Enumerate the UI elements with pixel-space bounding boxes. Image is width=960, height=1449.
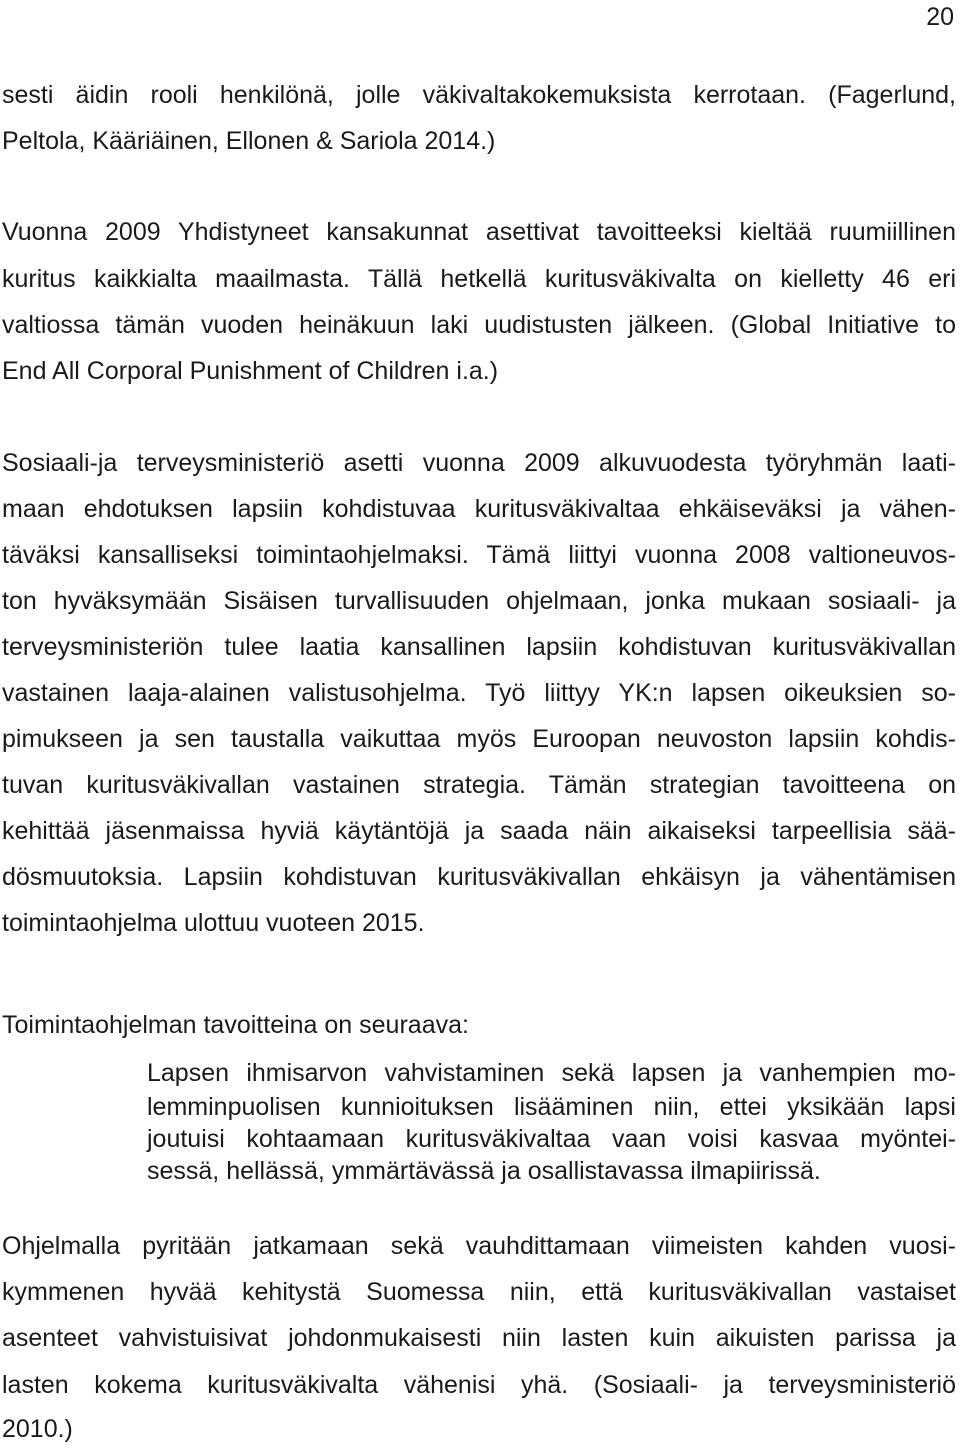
text-line: valtiossa tämän vuoden heinäkuun laki uudistusten jälkeen. (Global Initiative to xyxy=(2,311,956,339)
text-line: Sosiaali-ja terveysministeriö asetti vuonna 2009 alkuvuodesta työryhmän laati- xyxy=(2,449,956,477)
text-line: toimintaohjelma ulottuu vuoteen 2015. xyxy=(2,909,425,937)
text-line: lasten kokema kuritusväkivalta vähenisi yhä. (Sosiaali- ja terveysministeriö xyxy=(2,1371,956,1399)
text-line: 2010.) xyxy=(2,1415,73,1443)
text-line: End All Corporal Punishment of Children i.a.) xyxy=(2,357,499,385)
text-line: maan ehdotuksen lapsiin kohdistuvaa kuritusväkivaltaa ehkäiseväksi ja vähen- xyxy=(2,495,956,523)
text-line: Lapsen ihmisarvon vahvistaminen sekä lapsen ja vanhempien mo- xyxy=(147,1059,956,1087)
text-line: Peltola, Kääriäinen, Ellonen & Sariola 2014.) xyxy=(2,127,496,155)
text-line: vastainen laaja-alainen valistusohjelma. Työ liittyy YK:n lapsen oikeuksien so- xyxy=(2,679,956,707)
text-line: sesti äidin rooli henkilönä, jolle väkivaltakokemuksista kerrotaan. (Fagerlund, xyxy=(2,81,956,109)
text-line: täväksi kansalliseksi toimintaohjelmaksi. Tämä liittyi vuonna 2008 valtioneuvos- xyxy=(2,541,956,569)
text-line: kuritus kaikkialta maailmasta. Tällä hetkellä kuritusväkivalta on kielletty 46 eri xyxy=(2,265,956,293)
text-line: asenteet vahvistuisivat johdonmukaisesti niin lasten kuin aikuisten parissa ja xyxy=(2,1324,956,1352)
text-line: tuvan kuritusväkivallan vastainen strategia. Tämän strategian tavoitteena on xyxy=(2,771,956,799)
text-line: pimukseen ja sen taustalla vaikuttaa myös Euroopan neuvoston lapsiin kohdis- xyxy=(2,725,956,753)
text-line: terveysministeriön tulee laatia kansallinen lapsiin kohdistuvan kuritusväkivallan xyxy=(2,633,956,661)
text-line: sessä, hellässä, ymmärtävässä ja osallistavassa ilmapiirissä. xyxy=(147,1157,821,1185)
text-line: dösmuutoksia. Lapsiin kohdistuvan kuritusväkivallan ehkäisyn ja vähentämisen xyxy=(2,863,956,891)
page-number: 20 xyxy=(926,3,954,31)
text-line: joutuisi kohtaamaan kuritusväkivaltaa vaan voisi kasvaa myöntei- xyxy=(147,1125,956,1153)
text-line: kehittää jäsenmaissa hyviä käytäntöjä ja saada näin aikaiseksi tarpeellisia sää- xyxy=(2,817,956,845)
text-line: Toimintaohjelman tavoitteina on seuraava: xyxy=(2,1011,469,1039)
text-line: lemminpuolisen kunnioituksen lisääminen niin, ettei yksikään lapsi xyxy=(147,1093,956,1121)
text-line: kymmenen hyvää kehitystä Suomessa niin, että kuritusväkivallan vastaiset xyxy=(2,1278,956,1306)
text-line: Ohjelmalla pyritään jatkamaan sekä vauhdittamaan viimeisten kahden vuosi- xyxy=(2,1232,956,1260)
text-line: Vuonna 2009 Yhdistyneet kansakunnat asettivat tavoitteeksi kieltää ruumiillinen xyxy=(2,218,956,246)
text-line: ton hyväksymään Sisäisen turvallisuuden ohjelmaan, jonka mukaan sosiaali- ja xyxy=(2,587,956,615)
